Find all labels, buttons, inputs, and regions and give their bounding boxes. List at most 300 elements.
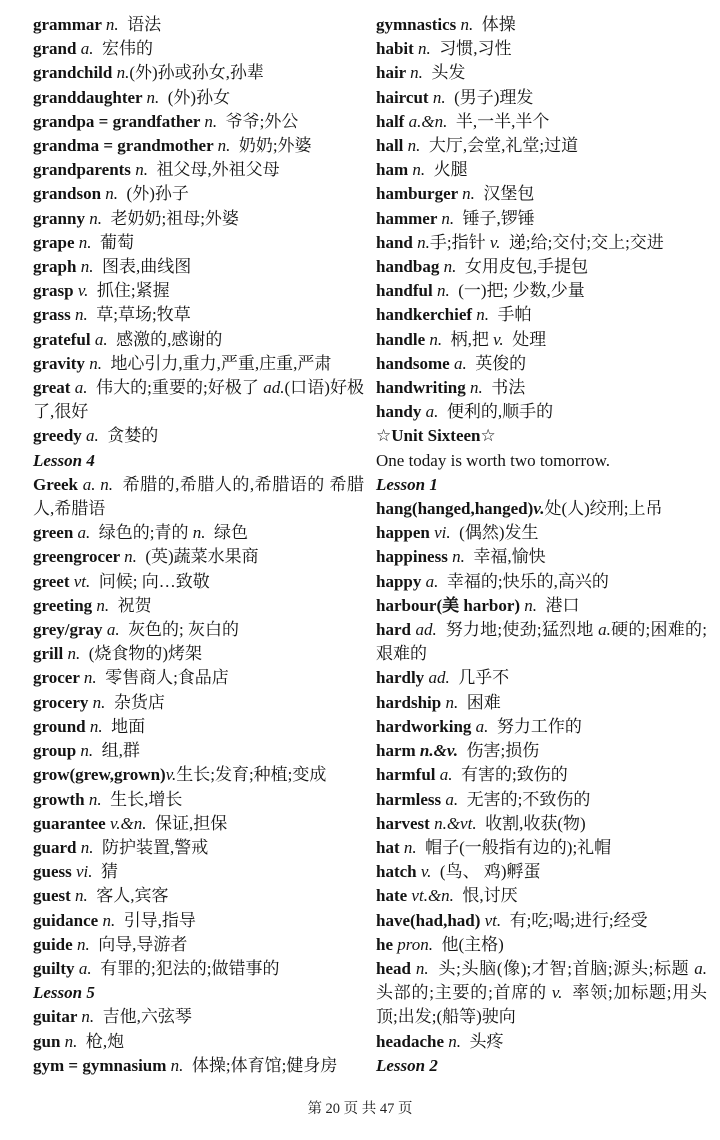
dict-entry bbox=[33, 473, 364, 521]
headword: happy bbox=[376, 571, 426, 591]
part-of-speech: vi. bbox=[75, 862, 93, 882]
headword: handful bbox=[376, 281, 437, 301]
dict-entry bbox=[33, 836, 364, 860]
part-of-speech: n. bbox=[429, 329, 443, 349]
dict-entry bbox=[33, 158, 364, 182]
definition-text: 递;给;交付;交上;交进 bbox=[500, 232, 664, 252]
part-of-speech: v. bbox=[533, 499, 545, 519]
part-of-speech: a. n. bbox=[82, 474, 114, 494]
part-of-speech: n. bbox=[418, 39, 431, 59]
dict-entry bbox=[33, 909, 364, 933]
headword: harm bbox=[376, 741, 420, 761]
headword: happiness bbox=[376, 547, 453, 567]
dict-entry bbox=[33, 61, 364, 85]
dict-entry bbox=[376, 255, 707, 279]
part-of-speech: n. bbox=[170, 1055, 184, 1075]
part-of-speech: n. bbox=[92, 692, 106, 712]
headword: hall bbox=[376, 136, 408, 156]
headword: handwriting bbox=[376, 378, 470, 398]
definition-text: 杂货店 bbox=[105, 692, 165, 712]
part-of-speech: n. bbox=[102, 910, 116, 930]
dict-entry bbox=[376, 763, 707, 787]
definition-text: 语法 bbox=[118, 15, 162, 34]
headword: guilty bbox=[33, 958, 79, 978]
part-of-speech: n. bbox=[80, 837, 94, 857]
dict-entry bbox=[33, 715, 364, 739]
headword: harbour(美 harbor) bbox=[376, 595, 525, 615]
definition-text: 灰色的; 灰白的 bbox=[119, 620, 240, 640]
part-of-speech: n. bbox=[407, 136, 421, 156]
dict-entry bbox=[33, 134, 364, 158]
definition-text: 幸福,愉快 bbox=[464, 547, 546, 567]
dict-entry bbox=[33, 352, 364, 376]
definition-text: 祝贺 bbox=[109, 595, 152, 615]
definition-text: 头;头脑(像);才智;首脑;源头;标题 bbox=[428, 958, 695, 978]
headword: hardship bbox=[376, 692, 446, 712]
definition-text: One today is worth two tomorrow. bbox=[376, 450, 611, 470]
headword: grandparents bbox=[33, 160, 136, 180]
definition-text: 硬的;困难的;艰难的 bbox=[376, 620, 707, 664]
definition-text: 处理 bbox=[503, 329, 547, 349]
dict-entry bbox=[376, 352, 707, 376]
definition-text: 绿色 bbox=[205, 523, 249, 543]
headword: harmful bbox=[376, 765, 440, 785]
dict-entry bbox=[376, 328, 707, 352]
part-of-speech: a. bbox=[445, 789, 459, 809]
part-of-speech: Lesson 1 bbox=[376, 474, 438, 494]
dict-entry bbox=[376, 545, 707, 569]
dict-entry bbox=[376, 279, 707, 303]
part-of-speech: n. bbox=[89, 716, 103, 736]
headword: green bbox=[33, 523, 78, 543]
headword: handkerchief bbox=[376, 305, 477, 325]
headword: grocer bbox=[33, 668, 84, 688]
dict-entry bbox=[376, 376, 707, 400]
headword: have(had,had) bbox=[376, 910, 485, 930]
part-of-speech: n. bbox=[146, 87, 160, 107]
dict-entry bbox=[376, 909, 707, 933]
dict-entry bbox=[33, 13, 364, 37]
definition-text: 伟大的;重要的;好极了 bbox=[87, 378, 264, 398]
dict-entry bbox=[376, 570, 707, 594]
dict-entry bbox=[376, 691, 707, 715]
headword: harmless bbox=[376, 789, 446, 809]
part-of-speech: vt. bbox=[484, 910, 502, 930]
headword: hang(hanged,hanged) bbox=[376, 499, 534, 519]
definition-text: 习惯,习性 bbox=[430, 39, 512, 59]
definition-text: 爷爷;外公 bbox=[217, 111, 299, 131]
part-of-speech: a. bbox=[475, 716, 489, 736]
part-of-speech: n. bbox=[67, 644, 81, 664]
headword: hammer bbox=[376, 208, 442, 228]
dict-entry bbox=[33, 666, 364, 690]
dict-entry bbox=[376, 207, 707, 231]
headword: guarantee bbox=[33, 813, 110, 833]
definition-text: 地面 bbox=[102, 716, 146, 736]
headword: gun bbox=[33, 1031, 65, 1051]
dict-entry bbox=[376, 788, 707, 812]
headword: hat bbox=[376, 837, 404, 857]
definition-text: 手帕 bbox=[489, 305, 532, 325]
part-of-speech: a. bbox=[694, 958, 707, 978]
part-of-speech: a.&n. bbox=[408, 111, 448, 131]
dict-entry bbox=[33, 594, 364, 618]
part-of-speech: n. bbox=[135, 160, 148, 180]
definition-text: 幸福的;快乐的,高兴的 bbox=[438, 571, 609, 591]
definition-text: 大厅,会堂,礼堂;过道 bbox=[420, 136, 579, 156]
definition-text: 体操;体育馆;健身房 bbox=[183, 1055, 338, 1075]
part-of-speech: Lesson 5 bbox=[33, 983, 95, 1003]
part-of-speech: n. bbox=[78, 232, 92, 252]
part-of-speech: n. bbox=[445, 692, 459, 712]
part-of-speech: a. bbox=[78, 958, 92, 978]
definition-text: 困难 bbox=[458, 692, 501, 712]
definition-text: 头疼 bbox=[461, 1031, 504, 1051]
dict-entry bbox=[33, 255, 364, 279]
headword: grand bbox=[33, 39, 81, 59]
definition-text: 努力地;使劲;猛烈地 bbox=[436, 620, 599, 640]
headword: greet bbox=[33, 571, 74, 591]
dict-entry bbox=[33, 642, 364, 666]
headword: grandma = grandmother bbox=[33, 136, 218, 156]
dict-entry bbox=[33, 1030, 364, 1054]
dict-entry bbox=[376, 860, 707, 884]
part-of-speech: n. bbox=[116, 63, 130, 83]
part-of-speech: ad. bbox=[263, 378, 285, 398]
part-of-speech: a. bbox=[453, 353, 467, 373]
dict-entry bbox=[376, 957, 707, 1030]
part-of-speech: a. bbox=[425, 571, 439, 591]
part-of-speech: vi. bbox=[434, 523, 451, 543]
definition-text: (烧食物的)烤架 bbox=[80, 644, 203, 664]
dict-entry bbox=[33, 884, 364, 908]
headword: hamburger bbox=[376, 184, 463, 204]
dict-entry bbox=[376, 812, 707, 836]
dict-entry bbox=[33, 110, 364, 134]
part-of-speech: n. bbox=[217, 136, 231, 156]
dict-entry bbox=[33, 303, 364, 327]
dict-entry bbox=[33, 207, 364, 231]
part-of-speech: n.&vt. bbox=[434, 813, 477, 833]
headword: half bbox=[376, 111, 409, 131]
definition-text: 问候; 向…致敬 bbox=[90, 571, 210, 591]
headword: hand bbox=[376, 232, 418, 252]
definition-text: 无害的;不致伤的 bbox=[458, 789, 591, 809]
dict-entry bbox=[376, 61, 707, 85]
headword: grow(grew,grown) bbox=[33, 765, 166, 785]
headword: gymnastics bbox=[376, 15, 461, 34]
part-of-speech: a. bbox=[77, 523, 91, 543]
dict-entry bbox=[33, 231, 364, 255]
headword: grandpa = grandfather bbox=[33, 111, 205, 131]
dict-entry bbox=[376, 182, 707, 206]
definition-text: 收割,收获(物) bbox=[476, 813, 586, 833]
definition-text: 头部的;主要的;首席的 bbox=[376, 983, 552, 1003]
dict-entry bbox=[33, 1005, 364, 1029]
dict-entry bbox=[376, 231, 707, 255]
headword: great bbox=[33, 378, 75, 398]
part-of-speech: n. bbox=[124, 547, 137, 567]
dict-entry bbox=[376, 13, 707, 37]
part-of-speech: v. bbox=[493, 329, 504, 349]
definition-text: 猜 bbox=[92, 862, 119, 882]
part-of-speech: ad. bbox=[428, 668, 450, 688]
headword: handbag bbox=[376, 257, 444, 277]
definition-text: (外)孙女 bbox=[159, 87, 231, 107]
definition-text: 向导,导游者 bbox=[89, 934, 188, 954]
part-of-speech: n. bbox=[64, 1031, 78, 1051]
dict-entry bbox=[33, 788, 364, 812]
definition-text: 奶奶;外婆 bbox=[230, 136, 312, 156]
definition-text: 枪,炮 bbox=[77, 1031, 125, 1051]
headword: Unit Sixteen bbox=[391, 426, 481, 446]
dict-entry bbox=[33, 933, 364, 957]
definition-text: 体操 bbox=[473, 15, 516, 34]
headword: greeting bbox=[33, 595, 97, 615]
dict-entry bbox=[376, 158, 707, 182]
dict-entry bbox=[376, 134, 707, 158]
definition-text: 有;吃;喝;进行;经受 bbox=[501, 910, 648, 930]
definition-text: 港口 bbox=[537, 595, 580, 615]
definition-text: 保证,担保 bbox=[146, 813, 228, 833]
headword: head bbox=[376, 958, 416, 978]
part-of-speech: n. bbox=[448, 1031, 461, 1051]
headword: guidance bbox=[33, 910, 103, 930]
definition-text: 半,一半,半个 bbox=[447, 111, 550, 131]
definition-text: (男子)理发 bbox=[445, 87, 534, 107]
part-of-speech: n. bbox=[436, 281, 450, 301]
definition-text: 地心引力,重力,严重,庄重,严肃 bbox=[101, 353, 332, 373]
part-of-speech: n. bbox=[441, 208, 455, 228]
dict-entry bbox=[33, 424, 364, 448]
headword: grass bbox=[33, 305, 76, 325]
headword: guard bbox=[33, 837, 81, 857]
dict-entry bbox=[376, 1030, 707, 1054]
part-of-speech: n. bbox=[524, 595, 538, 615]
part-of-speech: a. bbox=[74, 378, 88, 398]
headword: ground bbox=[33, 716, 90, 736]
part-of-speech: n. bbox=[75, 305, 88, 325]
part-of-speech: vt.&n. bbox=[411, 886, 454, 906]
dict-entry bbox=[33, 1054, 364, 1078]
headword: haircut bbox=[376, 87, 433, 107]
part-of-speech: a. bbox=[80, 39, 94, 59]
headword: he bbox=[376, 934, 398, 954]
part-of-speech: n. bbox=[460, 15, 474, 34]
part-of-speech: pron. bbox=[397, 934, 433, 954]
dict-entry bbox=[376, 110, 707, 134]
part-of-speech: n.&v. bbox=[419, 741, 459, 761]
definition-text: 火腿 bbox=[425, 160, 468, 180]
headword: grateful bbox=[33, 329, 95, 349]
definition-text: (英)蔬菜水果商 bbox=[136, 547, 259, 567]
lesson-heading bbox=[376, 1054, 707, 1078]
dict-entry bbox=[33, 521, 364, 545]
definition-text: 手;指针 bbox=[429, 232, 490, 252]
headword: hardworking bbox=[376, 716, 476, 736]
lesson-heading bbox=[376, 473, 707, 497]
part-of-speech: n. bbox=[403, 837, 417, 857]
definition-text: 伤害;损伤 bbox=[458, 741, 540, 761]
part-of-speech: n. bbox=[105, 184, 119, 204]
definition-text: 抓住;紧握 bbox=[88, 281, 170, 301]
definition-text: 图表,曲线图 bbox=[93, 257, 192, 277]
dict-entry bbox=[33, 182, 364, 206]
dict-entry bbox=[33, 328, 364, 352]
headword: Greek bbox=[33, 474, 83, 494]
definition-text: ☆ bbox=[480, 426, 496, 446]
dict-entry bbox=[33, 37, 364, 61]
left-column bbox=[33, 13, 364, 1078]
definition-text: 草;草场;牧草 bbox=[87, 305, 191, 325]
headword: handle bbox=[376, 329, 430, 349]
lesson-heading bbox=[33, 449, 364, 473]
headword: graph bbox=[33, 257, 81, 277]
headword: guitar bbox=[33, 1007, 82, 1027]
dict-entry bbox=[376, 666, 707, 690]
part-of-speech: n. bbox=[432, 87, 446, 107]
dict-entry bbox=[376, 618, 707, 666]
dict-entry bbox=[376, 594, 707, 618]
part-of-speech: v.&n. bbox=[109, 813, 147, 833]
part-of-speech: a. bbox=[598, 620, 611, 640]
part-of-speech: a. bbox=[106, 620, 120, 640]
headword: hair bbox=[376, 63, 411, 83]
headword: group bbox=[33, 741, 81, 761]
definition-text: 生长,增长 bbox=[101, 789, 183, 809]
definition-text: 英俊的 bbox=[466, 353, 527, 373]
dict-entry bbox=[376, 86, 707, 110]
part-of-speech: n. bbox=[192, 523, 206, 543]
definition-text: (外)孙子 bbox=[118, 184, 189, 204]
headword: guide bbox=[33, 934, 77, 954]
headword: hardly bbox=[376, 668, 429, 688]
headword: grey/gray bbox=[33, 620, 107, 640]
part-of-speech: n. bbox=[80, 257, 94, 277]
definition-text: 绿色的;青的 bbox=[90, 523, 193, 543]
definition-text: 宏伟的 bbox=[93, 39, 153, 59]
headword: headache bbox=[376, 1031, 449, 1051]
dict-entry bbox=[33, 570, 364, 594]
dict-entry bbox=[33, 957, 364, 981]
part-of-speech: n. bbox=[204, 111, 218, 131]
dict-entry bbox=[33, 812, 364, 836]
part-of-speech: n. bbox=[89, 353, 102, 373]
definition-text: 有害的;致伤的 bbox=[452, 765, 568, 785]
definition-text: 老奶奶;祖母;外婆 bbox=[101, 208, 239, 228]
definition-text: 吉他,六弦琴 bbox=[94, 1007, 192, 1027]
proverb-text bbox=[376, 449, 707, 473]
dict-entry bbox=[376, 497, 707, 521]
part-of-speech: n. bbox=[80, 741, 94, 761]
part-of-speech: n. bbox=[76, 934, 90, 954]
headword: grasp bbox=[33, 281, 78, 301]
part-of-speech: a. bbox=[439, 765, 453, 785]
part-of-speech: Lesson 4 bbox=[33, 450, 95, 470]
part-of-speech: n. bbox=[476, 305, 490, 325]
headword: grill bbox=[33, 644, 68, 664]
part-of-speech: n. bbox=[105, 15, 119, 34]
part-of-speech: n. bbox=[462, 184, 475, 204]
definition-text: 希腊的,希腊人的,希腊语的 希腊人,希腊语 bbox=[33, 474, 365, 519]
right-column bbox=[376, 13, 707, 1078]
part-of-speech: n. bbox=[81, 1007, 95, 1027]
headword: ham bbox=[376, 160, 413, 180]
dict-entry bbox=[33, 860, 364, 884]
part-of-speech: Lesson 2 bbox=[376, 1055, 438, 1075]
headword: habit bbox=[376, 39, 419, 59]
definition-text: 书法 bbox=[482, 378, 526, 398]
definition-text: 努力工作的 bbox=[488, 716, 582, 736]
headword: grandson bbox=[33, 184, 106, 204]
definition-text: 女用皮包,手提包 bbox=[456, 257, 589, 277]
part-of-speech: n. bbox=[75, 886, 88, 906]
part-of-speech: v. bbox=[420, 862, 432, 882]
headword: gym = gymnasium bbox=[33, 1055, 171, 1075]
headword: grandchild bbox=[33, 63, 117, 83]
part-of-speech: a. bbox=[425, 402, 439, 422]
definition-text: 他(主格) bbox=[433, 934, 504, 954]
definition-text: (鸟、 鸡)孵蛋 bbox=[431, 862, 541, 882]
dict-entry bbox=[376, 37, 707, 61]
part-of-speech: v. bbox=[489, 232, 501, 252]
dict-entry bbox=[33, 376, 364, 424]
headword: grocery bbox=[33, 692, 93, 712]
part-of-speech: n. bbox=[89, 208, 102, 228]
definition-text: (偶然)发生 bbox=[450, 523, 539, 543]
definition-text: 零售商人;食品店 bbox=[96, 668, 229, 688]
part-of-speech: n. bbox=[452, 547, 465, 567]
part-of-speech: n. bbox=[412, 160, 426, 180]
headword: growth bbox=[33, 789, 89, 809]
part-of-speech: vt. bbox=[73, 571, 91, 591]
headword: harvest bbox=[376, 813, 435, 833]
dict-entry bbox=[376, 739, 707, 763]
dict-entry bbox=[376, 400, 707, 424]
headword: grammar bbox=[33, 15, 106, 34]
dict-entry bbox=[33, 691, 364, 715]
dict-entry bbox=[376, 884, 707, 908]
headword: guest bbox=[33, 886, 76, 906]
definition-text: 率领;加标题;用头顶;出发;(船等)驶向 bbox=[376, 983, 707, 1027]
definition-text: 锤子,锣锤 bbox=[454, 208, 535, 228]
headword: granny bbox=[33, 208, 90, 228]
definition-text: 便利的,顺手的 bbox=[438, 402, 554, 422]
definition-text: 几乎不 bbox=[449, 668, 510, 688]
definition-text: 组,群 bbox=[93, 741, 140, 761]
part-of-speech: a. bbox=[94, 329, 108, 349]
headword: handsome bbox=[376, 353, 454, 373]
definition-text: 恨,讨厌 bbox=[453, 886, 518, 906]
definition-text: 客人,宾客 bbox=[87, 886, 169, 906]
dict-entry bbox=[33, 86, 364, 110]
definition-text: 有罪的;犯法的;做错事的 bbox=[91, 958, 280, 978]
definition-text: (口语)好极了,很好 bbox=[33, 378, 364, 422]
definition-text: 头发 bbox=[422, 63, 466, 83]
part-of-speech: v. bbox=[551, 983, 563, 1003]
headword: greengrocer bbox=[33, 547, 125, 567]
definition-text: 防护装置,警戒 bbox=[93, 837, 209, 857]
dict-entry bbox=[33, 763, 364, 787]
part-of-speech: v. bbox=[165, 765, 177, 785]
part-of-speech: n. bbox=[470, 378, 483, 398]
definition-text: 引导,指导 bbox=[115, 910, 196, 930]
part-of-speech: n. bbox=[88, 789, 102, 809]
lesson-heading bbox=[33, 981, 364, 1005]
definition-text: ☆ bbox=[376, 426, 392, 446]
headword: gravity bbox=[33, 353, 90, 373]
page-number-footer: 第 20 页 共 47 页 bbox=[307, 1101, 413, 1117]
